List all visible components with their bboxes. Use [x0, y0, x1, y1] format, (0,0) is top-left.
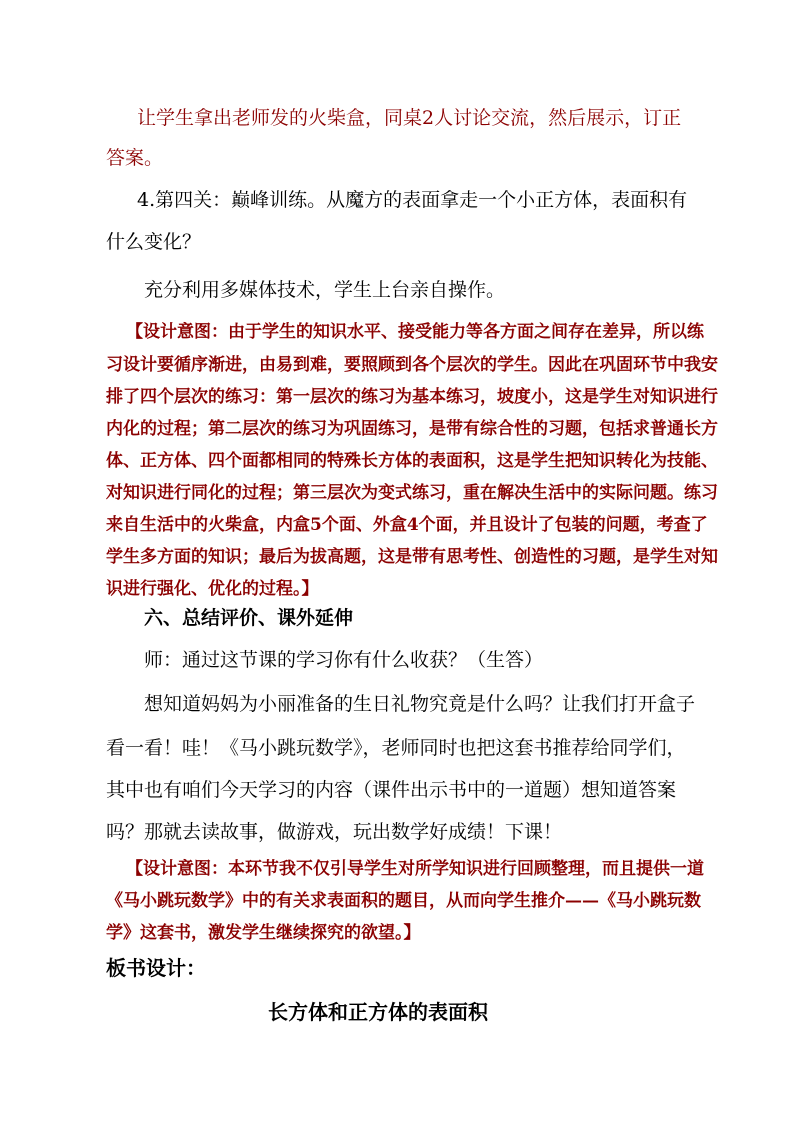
text-line: 想知道妈妈为小丽准备的生日礼物究竟是什么吗？让我们打开盒子: [144, 693, 696, 715]
heading-text: 板书设计：: [106, 956, 206, 980]
text-line: 充分利用多媒体技术，学生上台亲自操作。: [144, 279, 506, 301]
heading-text: 六、总结评价、课外延伸: [144, 607, 354, 629]
text-line: 【设计意图：由于学生的知识水平、接受能力等各方面之间存在差异，所以练: [126, 322, 704, 342]
heading-text: 长方体和正方体的表面积: [268, 1000, 488, 1024]
text-line: 《马小跳玩数学》中的有关求表面积的题目，从而向学生推介——《马小跳玩数: [106, 891, 701, 911]
text-line: 师：通过这节课的学习你有什么收获？（生答）: [144, 649, 544, 671]
text-line: 排了四个层次的练习：第一层次的练习为基本练习，坡度小，这是学生对知识进行: [106, 387, 718, 407]
text-line: 什么变化？: [106, 231, 202, 253]
text-line: 识进行强化、优化的过程。】: [106, 579, 319, 599]
text-line: 让学生拿出老师发的火柴盒，同桌2人讨论交流，然后展示，订正: [137, 107, 682, 129]
text-line: 吗？那就去读故事，做游戏，玩出数学好成绩！下课！: [106, 821, 563, 843]
text-line: 4.第四关：巅峰训练。从魔方的表面拿走一个小正方体，表面积有: [137, 189, 688, 211]
text-line: 习设计要循序渐进，由易到难，要照顾到各个层次的学生。因此在巩固环节中我安: [106, 355, 718, 375]
text-line: 【设计意图：本环节我不仅引导学生对所学知识进行回顾整理，而且提供一道: [126, 859, 704, 879]
text-line: 学生多方面的知识；最后为拔高题，这是带有思考性、创造性的习题，是学生对知: [106, 547, 718, 567]
text-line: 学》这套书，激发学生继续探究的欲望。】: [106, 923, 421, 943]
text-line: 看一看！哇！《马小跳玩数学》，老师同时也把这套书推荐给同学们，: [106, 737, 686, 759]
text-line: 内化的过程；第二层次的练习为巩固练习，是带有综合性的习题，包括求普通长方: [106, 419, 718, 439]
text-line: 对知识进行同化的过程；第三层次为变式练习，重在解决生活中的实际问题。练习: [106, 483, 718, 503]
text-line: 来自生活中的火柴盒，内盒5个面、外盒4个面，并且设计了包装的问题，考查了: [106, 515, 708, 535]
text-line: 体、正方体、四个面都相同的特殊长方体的表面积，这是学生把知识转化为技能、: [106, 451, 718, 471]
text-line: 答案。: [106, 147, 164, 169]
text-line: 其中也有咱们今天学习的内容（课件出示书中的一道题）想知道答案: [106, 779, 677, 801]
